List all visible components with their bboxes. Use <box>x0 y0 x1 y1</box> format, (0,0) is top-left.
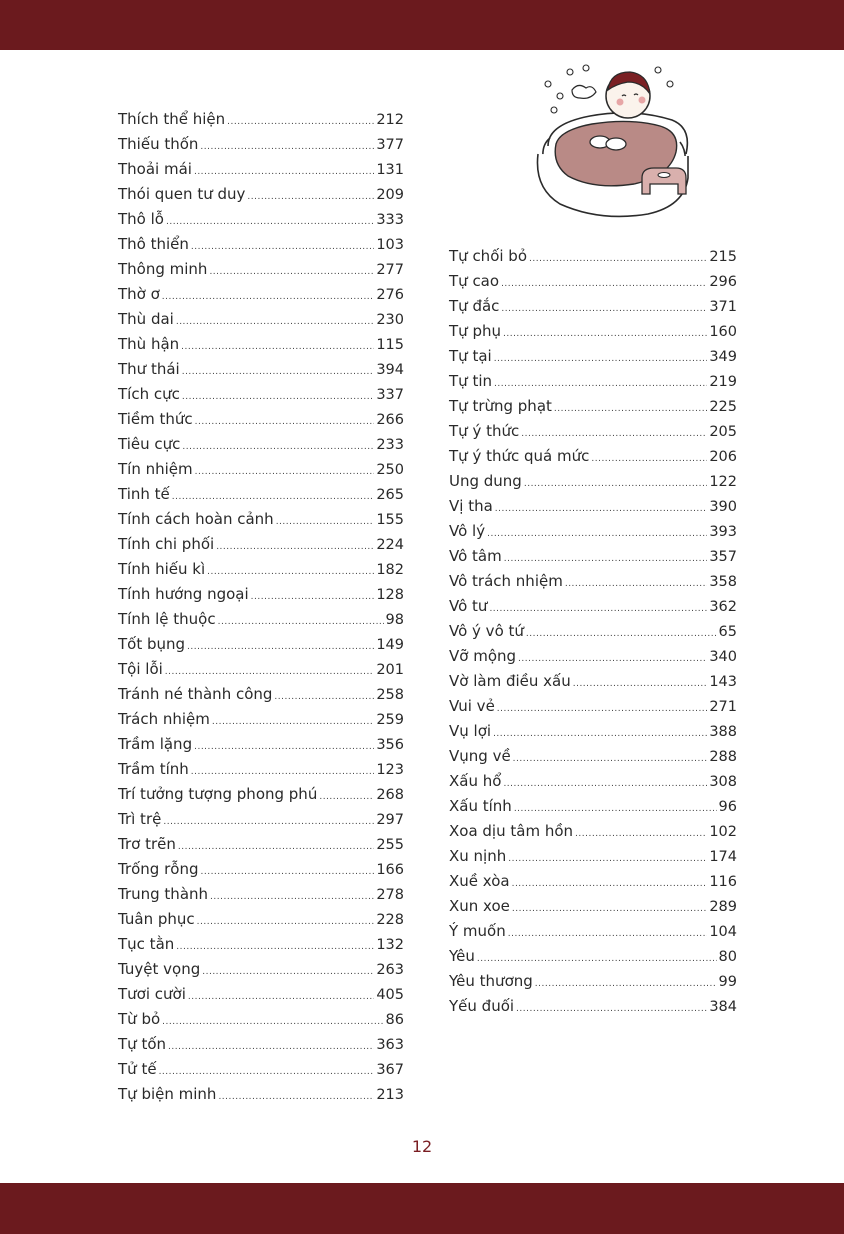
index-term: Trống rỗng <box>118 860 199 878</box>
index-term: Thô thiển <box>118 235 189 253</box>
dot-leader <box>513 747 708 772</box>
index-page-number: 333 <box>376 212 404 228</box>
index-entry <box>118 807 404 832</box>
index-term: Thô lỗ <box>118 210 164 228</box>
index-term: Vỡ mộng <box>449 647 517 665</box>
index-page-number: 230 <box>376 312 404 328</box>
index-term: Tín nhiệm <box>118 460 193 478</box>
index-page-number: 182 <box>376 562 404 578</box>
dot-leader <box>575 822 707 847</box>
index-entry <box>449 644 737 669</box>
index-page-number: 384 <box>709 999 737 1015</box>
index-column-left <box>118 107 404 1107</box>
index-entry <box>449 294 737 319</box>
index-page-number: 155 <box>376 512 404 528</box>
index-page-number: 228 <box>376 912 404 928</box>
index-entry <box>118 982 404 1007</box>
index-entry <box>449 819 737 844</box>
index-page-number: 219 <box>709 374 737 390</box>
index-entry <box>449 894 737 919</box>
index-term: Yêu <box>449 947 475 965</box>
index-entry <box>449 394 737 419</box>
index-page-number: 296 <box>709 274 737 290</box>
index-term: Tự phụ <box>449 322 501 340</box>
index-entry <box>118 382 404 407</box>
index-entry <box>118 1057 404 1082</box>
dot-leader <box>565 572 707 597</box>
dot-leader <box>210 885 374 910</box>
dot-leader <box>494 347 708 372</box>
index-term: Tự biện minh <box>118 1085 217 1103</box>
index-term: Trầm lặng <box>118 735 193 753</box>
dot-leader <box>191 235 374 260</box>
index-term: Tính hiếu kì <box>118 560 206 578</box>
dot-leader <box>212 710 374 735</box>
index-page-number: 393 <box>709 524 737 540</box>
index-entry <box>449 994 737 1019</box>
index-page-number: 263 <box>376 962 404 978</box>
index-entry <box>118 482 404 507</box>
index-term: Tự đắc <box>449 297 500 315</box>
dot-leader <box>227 110 374 135</box>
bottom-band <box>0 1183 844 1234</box>
dot-leader <box>202 960 374 985</box>
index-page-number: 224 <box>376 537 404 553</box>
index-page-number: 166 <box>376 862 404 878</box>
index-term: Tính cách hoàn cảnh <box>118 510 274 528</box>
index-page-number: 266 <box>376 412 404 428</box>
index-entry <box>449 844 737 869</box>
index-entry <box>118 832 404 857</box>
index-entry <box>118 707 404 732</box>
index-term: Yếu đuối <box>449 997 515 1015</box>
index-page-number: 340 <box>709 649 737 665</box>
index-entry <box>118 107 404 132</box>
index-page-number: 65 <box>718 624 737 640</box>
index-term: Trí tưởng tượng phong phú <box>118 785 318 803</box>
dot-leader <box>162 285 375 310</box>
index-page-number: 225 <box>709 399 737 415</box>
index-entry <box>118 532 404 557</box>
index-page-number: 278 <box>376 887 404 903</box>
index-entry <box>118 432 404 457</box>
index-term: Vị tha <box>449 497 493 515</box>
index-term: Tránh né thành công <box>118 685 273 703</box>
index-entry <box>449 494 737 519</box>
index-term: Vụ lợi <box>449 722 492 740</box>
index-page-number: 377 <box>376 137 404 153</box>
index-term: Tươi cười <box>118 985 186 1003</box>
index-term: Vờ làm điều xấu <box>449 672 571 690</box>
index-entry <box>118 232 404 257</box>
index-term: Thư thái <box>118 360 180 378</box>
index-term: Trách nhiệm <box>118 710 210 728</box>
page-number: 12 <box>411 1137 433 1156</box>
index-page-number: 160 <box>709 324 737 340</box>
index-term: Tiềm thức <box>118 410 193 428</box>
index-term: Tự ý thức <box>449 422 520 440</box>
index-page-number: 337 <box>376 387 404 403</box>
index-term: Thiếu thốn <box>118 135 199 153</box>
index-page-number: 405 <box>376 987 404 1003</box>
index-term: Vô tâm <box>449 547 502 565</box>
index-entry <box>118 582 404 607</box>
index-entry <box>449 769 737 794</box>
index-page-number: 128 <box>376 587 404 603</box>
index-page-number: 371 <box>709 299 737 315</box>
index-page-number: 276 <box>376 287 404 303</box>
dot-leader <box>176 310 374 335</box>
index-page-number: 215 <box>709 249 737 265</box>
index-term: Vụng về <box>449 747 511 765</box>
dot-leader <box>493 722 707 747</box>
index-page-number: 277 <box>376 262 404 278</box>
index-entry <box>449 594 737 619</box>
dot-leader <box>176 935 374 960</box>
index-entry <box>118 557 404 582</box>
index-term: Tự chối bỏ <box>449 247 528 265</box>
index-page-number: 131 <box>376 162 404 178</box>
dot-leader <box>497 697 708 722</box>
index-page-number: 80 <box>718 949 737 965</box>
index-term: Trì trệ <box>118 810 162 828</box>
dot-leader <box>178 835 374 860</box>
index-entry <box>449 419 737 444</box>
index-term: Vui vẻ <box>449 697 495 715</box>
index-entry <box>449 444 737 469</box>
index-page-number: 149 <box>376 637 404 653</box>
index-entry <box>118 682 404 707</box>
index-entry <box>118 1007 404 1032</box>
index-page-number: 86 <box>385 1012 404 1028</box>
index-entry <box>449 544 737 569</box>
index-page-number: 205 <box>709 424 737 440</box>
dot-leader <box>162 1010 383 1035</box>
dot-leader <box>195 460 375 485</box>
index-entry <box>118 157 404 182</box>
index-term: Vô lý <box>449 522 486 540</box>
dot-leader <box>182 360 375 385</box>
index-entry <box>449 744 737 769</box>
index-entry <box>449 244 737 269</box>
dot-leader <box>508 847 707 872</box>
index-term: Xấu tính <box>449 797 512 815</box>
dot-leader <box>182 385 374 410</box>
index-page-number: 362 <box>709 599 737 615</box>
index-page-number: 201 <box>376 662 404 678</box>
index-entry <box>118 257 404 282</box>
dot-leader <box>187 635 374 660</box>
index-term: Tuân phục <box>118 910 195 928</box>
index-page-number: 367 <box>376 1062 404 1078</box>
index-entry <box>449 519 737 544</box>
index-entry <box>449 919 737 944</box>
dot-leader <box>218 1085 374 1110</box>
index-entry <box>449 694 737 719</box>
index-page-number: 255 <box>376 837 404 853</box>
dot-leader <box>181 335 374 360</box>
index-term: Tinh tế <box>118 485 170 503</box>
index-page-number: 258 <box>376 687 404 703</box>
index-entry <box>449 569 737 594</box>
dot-leader <box>503 772 707 797</box>
index-entry <box>118 407 404 432</box>
dot-leader <box>168 1035 374 1060</box>
dot-leader <box>163 810 374 835</box>
dot-leader <box>495 497 708 522</box>
index-page-number: 143 <box>709 674 737 690</box>
index-entry <box>449 869 737 894</box>
index-term: Tính chi phối <box>118 535 215 553</box>
index-entry <box>118 907 404 932</box>
index-entry <box>118 657 404 682</box>
index-page-number: 259 <box>376 712 404 728</box>
index-page-number: 297 <box>376 812 404 828</box>
index-entry <box>118 507 404 532</box>
index-term: Thù hận <box>118 335 180 353</box>
index-page-number: 271 <box>709 699 737 715</box>
index-page-number: 265 <box>376 487 404 503</box>
index-entry <box>449 969 737 994</box>
index-term: Tự trừng phạt <box>449 397 552 415</box>
index-page-number: 308 <box>709 774 737 790</box>
dot-leader <box>188 985 374 1010</box>
index-term: Tính hướng ngoại <box>118 585 249 603</box>
child-in-bathtub-illustration <box>530 60 695 220</box>
index-entry <box>118 357 404 382</box>
index-term: Tử tế <box>118 1060 157 1078</box>
dot-leader <box>591 447 707 472</box>
index-page-number: 356 <box>376 737 404 753</box>
index-term: Thờ ơ <box>118 285 160 303</box>
index-entry <box>118 632 404 657</box>
index-page-number: 357 <box>709 549 737 565</box>
index-page-number: 358 <box>709 574 737 590</box>
index-term: Xoa dịu tâm hồn <box>449 822 574 840</box>
index-page-number: 102 <box>709 824 737 840</box>
index-entry <box>449 344 737 369</box>
index-term: Xu nịnh <box>449 847 507 865</box>
index-page-number: 268 <box>376 787 404 803</box>
index-page-number: 103 <box>376 237 404 253</box>
index-entry <box>118 757 404 782</box>
index-entry <box>118 457 404 482</box>
dot-leader <box>554 397 707 422</box>
index-term: Thông minh <box>118 260 208 278</box>
index-entry <box>118 932 404 957</box>
index-term: Thói quen tư duy <box>118 185 246 203</box>
dot-leader <box>516 997 707 1022</box>
index-term: Xấu hổ <box>449 772 502 790</box>
index-entry <box>118 782 404 807</box>
dot-leader <box>251 585 375 610</box>
dot-leader <box>197 910 375 935</box>
index-entry <box>118 132 404 157</box>
index-entry <box>118 957 404 982</box>
index-term: Tuyệt vọng <box>118 960 201 978</box>
index-page-number: 98 <box>385 612 404 628</box>
index-term: Tự tại <box>449 347 492 365</box>
index-term: Thoải mái <box>118 160 192 178</box>
index-page-number: 390 <box>709 499 737 515</box>
index-entry <box>118 1082 404 1107</box>
dot-leader <box>274 685 374 710</box>
index-term: Ý muốn <box>449 922 506 940</box>
index-entry <box>449 669 737 694</box>
index-term: Tự ý thức quá mức <box>449 447 590 465</box>
index-term: Vô ý vô tứ <box>449 622 524 640</box>
index-page-number: 289 <box>709 899 737 915</box>
index-page-number: 115 <box>376 337 404 353</box>
dot-leader <box>194 735 374 760</box>
dot-leader <box>535 972 717 997</box>
index-entry <box>449 719 737 744</box>
index-page-number: 209 <box>376 187 404 203</box>
index-entry <box>449 319 737 344</box>
index-page-number: 132 <box>376 937 404 953</box>
index-term: Tự tốn <box>118 1035 167 1053</box>
index-term: Tội lỗi <box>118 660 163 678</box>
index-term: Thù dai <box>118 310 174 328</box>
index-term: Tốt bụng <box>118 635 186 653</box>
index-entry <box>449 369 737 394</box>
dot-leader <box>200 135 374 160</box>
dot-leader <box>195 410 375 435</box>
index-term: Trơ trẽn <box>118 835 176 853</box>
index-entry <box>118 1032 404 1057</box>
dot-leader <box>200 860 374 885</box>
dot-leader <box>573 672 708 697</box>
dot-leader <box>166 210 374 235</box>
dot-leader <box>216 535 374 560</box>
dot-leader <box>512 872 708 897</box>
index-term: Xuề xòa <box>449 872 510 890</box>
index-term: Vô trách nhiệm <box>449 572 563 590</box>
index-term: Trung thành <box>118 885 209 903</box>
index-page-number: 250 <box>376 462 404 478</box>
index-term: Tiêu cực <box>118 435 181 453</box>
dot-leader <box>218 610 384 635</box>
top-band <box>0 0 844 50</box>
index-entry <box>118 607 404 632</box>
dot-leader <box>276 510 375 535</box>
index-column-right <box>449 244 737 1019</box>
index-entry <box>118 282 404 307</box>
index-page-number: 96 <box>718 799 737 815</box>
index-entry <box>118 207 404 232</box>
dot-leader <box>512 897 707 922</box>
dot-leader <box>501 272 707 297</box>
index-term: Yêu thương <box>449 972 533 990</box>
index-entry <box>449 469 737 494</box>
dot-leader <box>503 322 707 347</box>
dot-leader <box>209 260 374 285</box>
index-entry <box>449 269 737 294</box>
dot-leader <box>501 297 707 322</box>
index-page-number: 388 <box>709 724 737 740</box>
index-term: Tự tin <box>449 372 492 390</box>
dot-leader <box>524 472 707 497</box>
index-entry <box>118 732 404 757</box>
index-page-number: 394 <box>376 362 404 378</box>
index-page-number: 363 <box>376 1037 404 1053</box>
dot-leader <box>529 247 707 272</box>
index-entry <box>118 182 404 207</box>
index-term: Thích thể hiện <box>118 110 226 128</box>
dot-leader <box>247 185 374 210</box>
dot-leader <box>487 522 707 547</box>
dot-leader <box>508 922 708 947</box>
index-entry <box>118 332 404 357</box>
index-term: Ung dung <box>449 472 522 490</box>
index-page-number: 174 <box>709 849 737 865</box>
index-entry <box>118 307 404 332</box>
index-page-number: 206 <box>709 449 737 465</box>
index-page-number: 349 <box>709 349 737 365</box>
index-term: Tính lệ thuộc <box>118 610 216 628</box>
index-entry <box>449 944 737 969</box>
index-page-number: 212 <box>376 112 404 128</box>
index-term: Trầm tính <box>118 760 189 778</box>
index-page-number: 288 <box>709 749 737 765</box>
index-page-number: 122 <box>709 474 737 490</box>
dot-leader <box>182 435 374 460</box>
index-term: Vô tư <box>449 597 488 615</box>
index-entry <box>118 857 404 882</box>
index-page-number: 233 <box>376 437 404 453</box>
index-page-number: 116 <box>709 874 737 890</box>
index-term: Tự cao <box>449 272 500 290</box>
index-entry <box>118 882 404 907</box>
index-term: Xun xoe <box>449 897 510 915</box>
index-term: Tích cực <box>118 385 180 403</box>
index-page-number: 123 <box>376 762 404 778</box>
index-term: Tục tằn <box>118 935 175 953</box>
index-term: Từ bỏ <box>118 1010 161 1028</box>
index-entry <box>449 619 737 644</box>
dot-leader <box>319 785 374 810</box>
index-entry <box>449 794 737 819</box>
index-page-number: 99 <box>718 974 737 990</box>
index-page-number: 213 <box>376 1087 404 1103</box>
dot-leader <box>526 622 717 647</box>
index-page-number: 104 <box>709 924 737 940</box>
